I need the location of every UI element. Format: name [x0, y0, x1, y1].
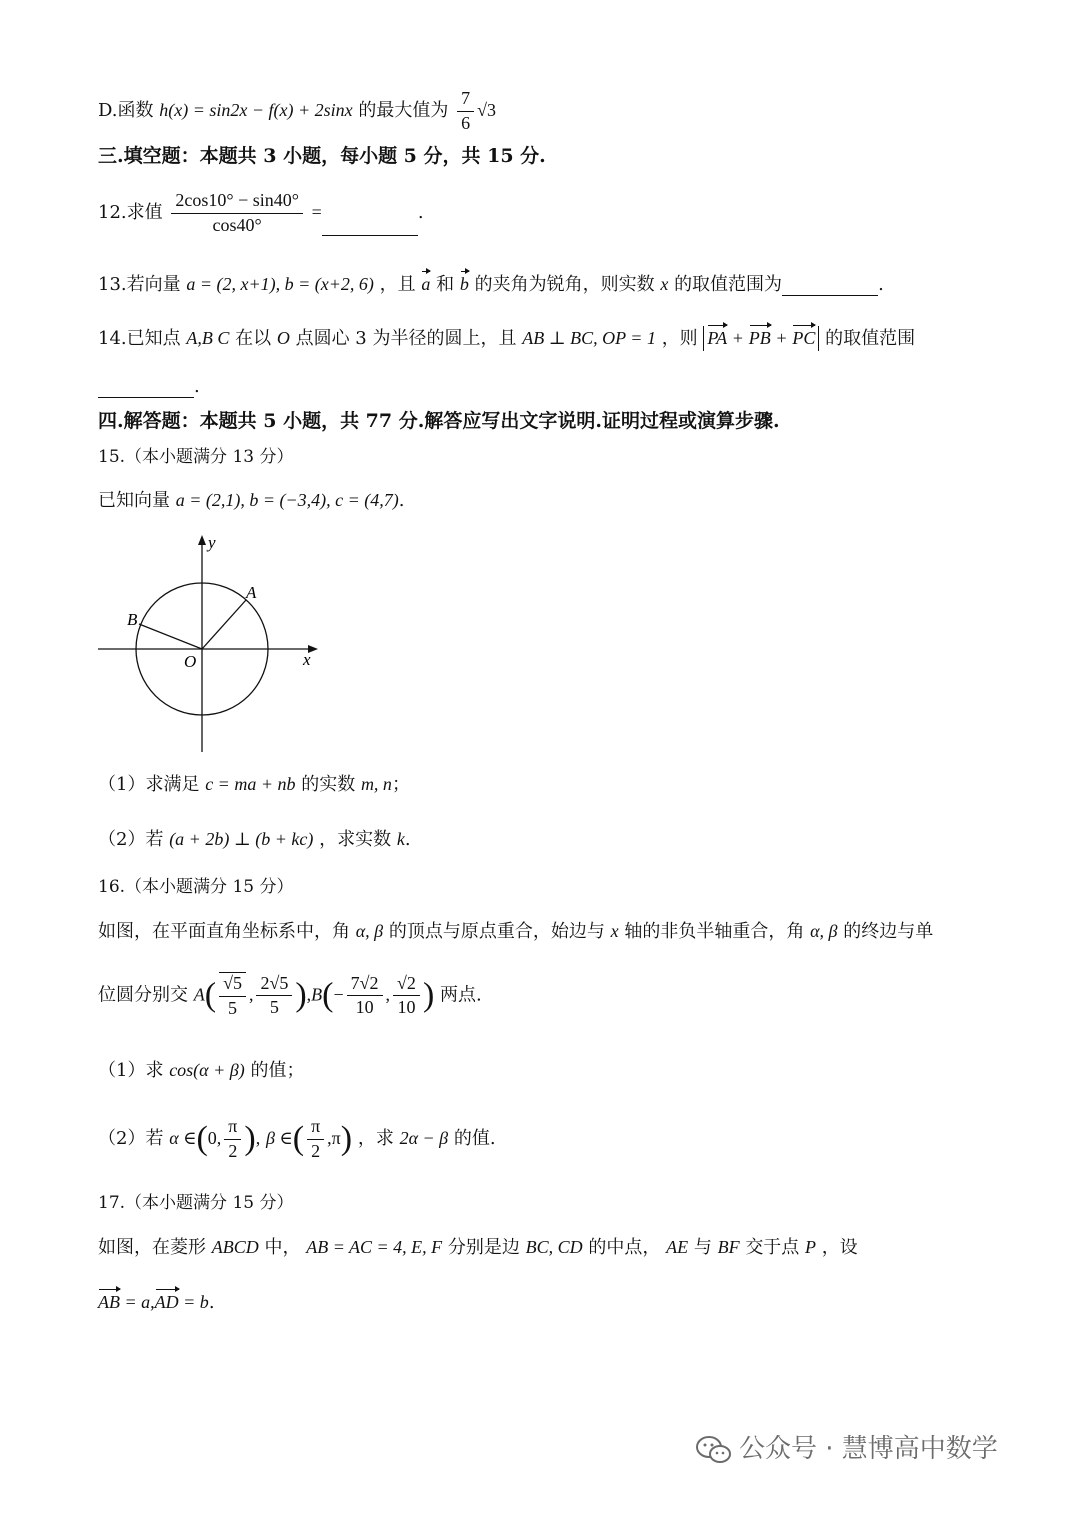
- answer-blank[interactable]: [322, 217, 418, 236]
- option-d: [98, 88, 496, 134]
- q16-line-2: 位圆分别交 A( $\frac{√5}{5}$ , $\frac{2√5}{5}$ ),B(− $\frac{7√2}{10}$ , $\frac{√2}{10}$ ) 两点.: [98, 972, 482, 1018]
- option-d-prefix: D.函数: [98, 100, 154, 122]
- q14-abs-sum: PA + PB + PC: [703, 326, 819, 351]
- q16-part-1: （1）求 cos(α + β) 的值；: [98, 1060, 305, 1081]
- option-d-sqrt3: √3: [477, 100, 496, 121]
- question-14: 14.已知点 A,B C 在以 O 点圆心 3 为半径的圆上，且 AB ⊥ BC, OP = 1 ，则 PA + PB + PC 的取值范围: [98, 328, 916, 349]
- answer-blank[interactable]: [782, 277, 878, 296]
- ray-oa: [202, 600, 246, 649]
- q15-unit-circle-figure: [94, 530, 334, 760]
- option-d-mid: 的最大值为: [358, 100, 449, 122]
- question-12: 12.求值 $\frac{2\cos 10^\circ - \sin 40^\circ}{\cos 40^\circ}$ = .: [98, 190, 424, 235]
- ray-ob: [139, 624, 202, 649]
- label-y: y: [208, 533, 216, 552]
- y-axis-arrow: [198, 535, 206, 545]
- wechat-icon: [695, 1434, 733, 1466]
- answer-blank[interactable]: [98, 379, 194, 398]
- option-d-function: h(x) = sin2x − f(x) + 2sinx: [159, 100, 353, 121]
- q15-part-2: （2）若 (a + 2b) ⊥ (b + kc) ，求实数 k.: [98, 829, 411, 850]
- label-origin: O: [184, 652, 197, 671]
- q17-line-1: 如图，在菱形 ABCD 中， AB = AC = 4, E, F 分别是边 BC, CD 的中点， AE 与 BF 交于点 P ，设: [98, 1237, 858, 1258]
- section-4-heading: 四.解答题：本题共 5 小题，共 77 分.解答应写出文字说明.证明过程或演算步骤.: [98, 410, 780, 432]
- q14-answer-line: .: [98, 376, 200, 398]
- q15-given: 已知向量 a = (2,1), b = (−3,4), c = (4,7).: [98, 490, 405, 511]
- q13-vectors: a = (2, x+1), b = (x+2, 6): [186, 274, 374, 294]
- watermark-text: 公众号 · 慧博高中数学: [739, 1434, 998, 1464]
- label-b: B: [127, 610, 138, 629]
- q16-line-1: 如图，在平面直角坐标系中，角 α, β 的顶点与原点重合，始边与 x 轴的非负半轴重合，角 α, β 的终边与单: [98, 921, 934, 942]
- label-x: x: [303, 650, 311, 669]
- q15-part-1: （1）求满足 c = ma + nb 的实数 m, n；: [98, 774, 410, 795]
- question-13: 13.若向量 a = (2, x+1), b = (x+2, 6) ，且 a 和 b 的夹角为锐角，则实数 x 的取值范围为 .: [98, 274, 884, 295]
- q16-part-2: （2）若 α ∈(0, $\frac{\pi}{2}$ ), β ∈( $\frac{\pi}{2}$ ,π) ，求 2α − β 的值.: [98, 1116, 496, 1161]
- q16-heading: 16.（本小题满分 15 分）: [98, 877, 294, 897]
- watermark: [695, 1428, 998, 1466]
- q15-heading: 15.（本小题满分 13 分）: [98, 447, 294, 467]
- option-d-fraction: $\frac{7}{6}$: [457, 88, 474, 134]
- q17-line-2: AB = a,AD = b.: [98, 1292, 215, 1313]
- q17-heading: 17.（本小题满分 15 分）: [98, 1193, 294, 1213]
- q12-fraction: $\frac{2\cos 10^\circ - \sin 40^\circ}{\cos 40^\circ}$: [171, 190, 303, 236]
- label-a: A: [246, 583, 257, 602]
- section-3-heading: 三.填空题：本题共 3 小题，每小题 5 分，共 15 分.: [98, 145, 546, 167]
